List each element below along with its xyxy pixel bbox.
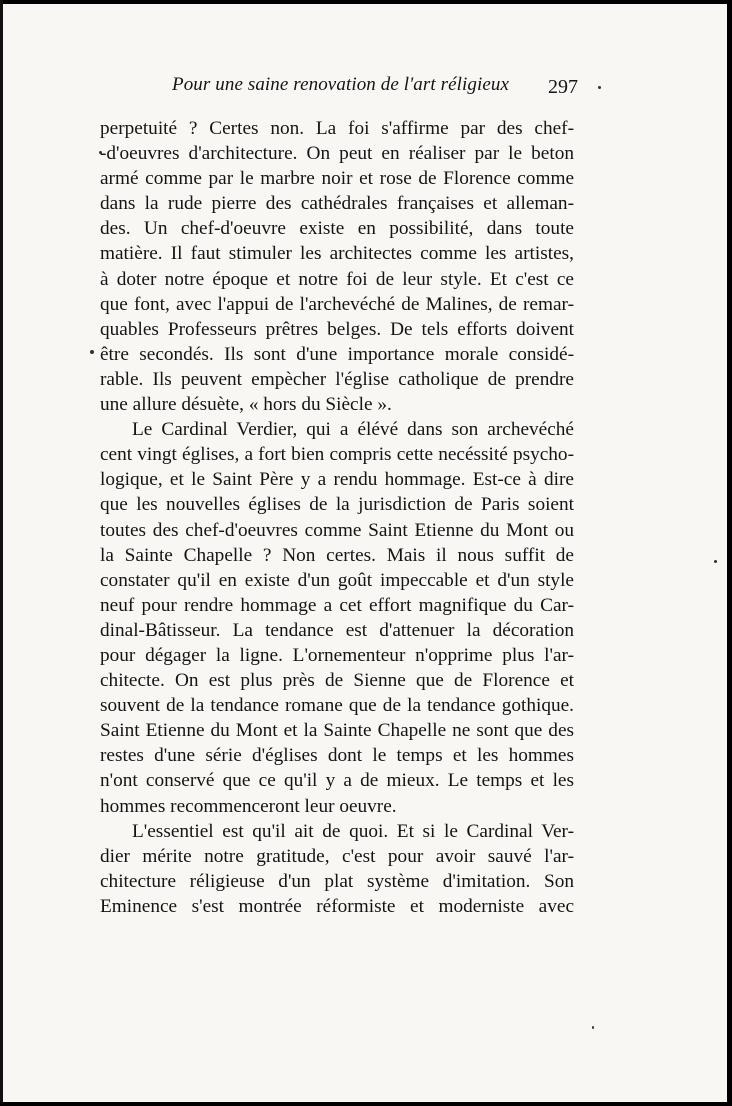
text-line: perpetuité ? Certes non. La foi s'affirme par des chef- [100,118,574,139]
running-title: Pour une saine renovation de l'art réligieux [172,74,510,95]
text-line: neuf pour rendre hommage a cet effort magnifique du Car- [100,594,574,616]
text-line: hommes recommenceront leur oeuvre. [100,795,397,817]
text-line: rable. Ils peuvent empècher l'église catholique de prendre [100,368,574,390]
text-line: chitecte. On est plus près de Sienne que de Florence et [100,670,574,692]
text-line: chitecture réligieuse d'un plat système d'imitation. Son [100,870,574,892]
text-line: que font, avec l'appui de l'archevéché de Malines, de remar- [100,293,574,315]
text-line: à doter notre époque et notre foi de leur style. Et c'est ce [100,268,574,290]
scan-border-right [727,0,732,1106]
text-line: être secondés. Ils sont d'une importance morale considé- [100,343,574,365]
text-line: dinal-Bâtisseur. La tendance est d'attenuer la décoration [100,619,574,641]
text-line: restes d'une série d'églises dont le temps et les hommes [100,745,574,767]
running-header [172,74,592,104]
scan-border-left [0,0,3,1106]
text-line: matière. Il faut stimuler les architectes comme les artistes, [100,243,574,265]
text-line: logique, et le Saint Père y a rendu hommage. Est-ce à dire [100,469,574,491]
scan-border-bottom [0,1102,732,1106]
text-line: souvent de la tendance romane que de la tendance gothique. [100,695,574,717]
paragraph-start-line: Le Cardinal Verdier, qui a élévé dans son archevéché [132,419,574,441]
scan-speck [592,1026,594,1029]
text-line: n'ont conservé que ce qu'il y a de mieux. Le temps et les [100,770,574,792]
text-line: des. Un chef-d'oeuvre existe en possibilité, dans toute [100,218,574,240]
scan-border-top [0,0,732,4]
scan-speck [90,350,94,354]
text-line: que les nouvelles églises de la jurisdiction de Paris soient [100,494,574,516]
text-line: Saint Etienne du Mont et la Sainte Chapelle ne sont que des [100,720,574,742]
scan-speck [714,560,717,563]
body-text [100,116,574,919]
page-number: 297 [548,76,578,98]
text-line: une allure désuète, « hors du Siècle ». [100,394,392,416]
text-line: cent vingt églises, a fort bien compris cette necéssité psycho- [100,444,574,466]
paragraph-start-line: L'essentiel est qu'il ait de quoi. Et si le Cardinal Ver- [132,820,574,842]
text-line: armé comme par le marbre noir et rose de Florence comme [100,168,574,190]
text-line: quables Professeurs prêtres belges. De tels efforts doivent [100,318,574,340]
text-line: -d'oeuvres d'architecture. On peut en réaliser par le beton [100,143,574,165]
text-line: toutes des chef-d'oeuvres comme Saint Etienne du Mont ou [100,519,574,541]
text-line: dans la rude pierre des cathédrales françaises et alleman- [100,193,574,215]
scan-speck [598,86,601,89]
text-line: la Sainte Chapelle ? Non certes. Mais il nous suffit de [100,544,574,566]
text-line: pour dégager la ligne. L'ornementeur n'opprime plus l'ar- [100,644,574,666]
text-line: constater qu'il en existe d'un goût impeccable et d'un style [100,569,574,591]
text-line: dier mérite notre gratitude, c'est pour avoir sauvé l'ar- [100,845,574,867]
text-line: Eminence s'est montrée réformiste et moderniste avec [100,895,574,917]
